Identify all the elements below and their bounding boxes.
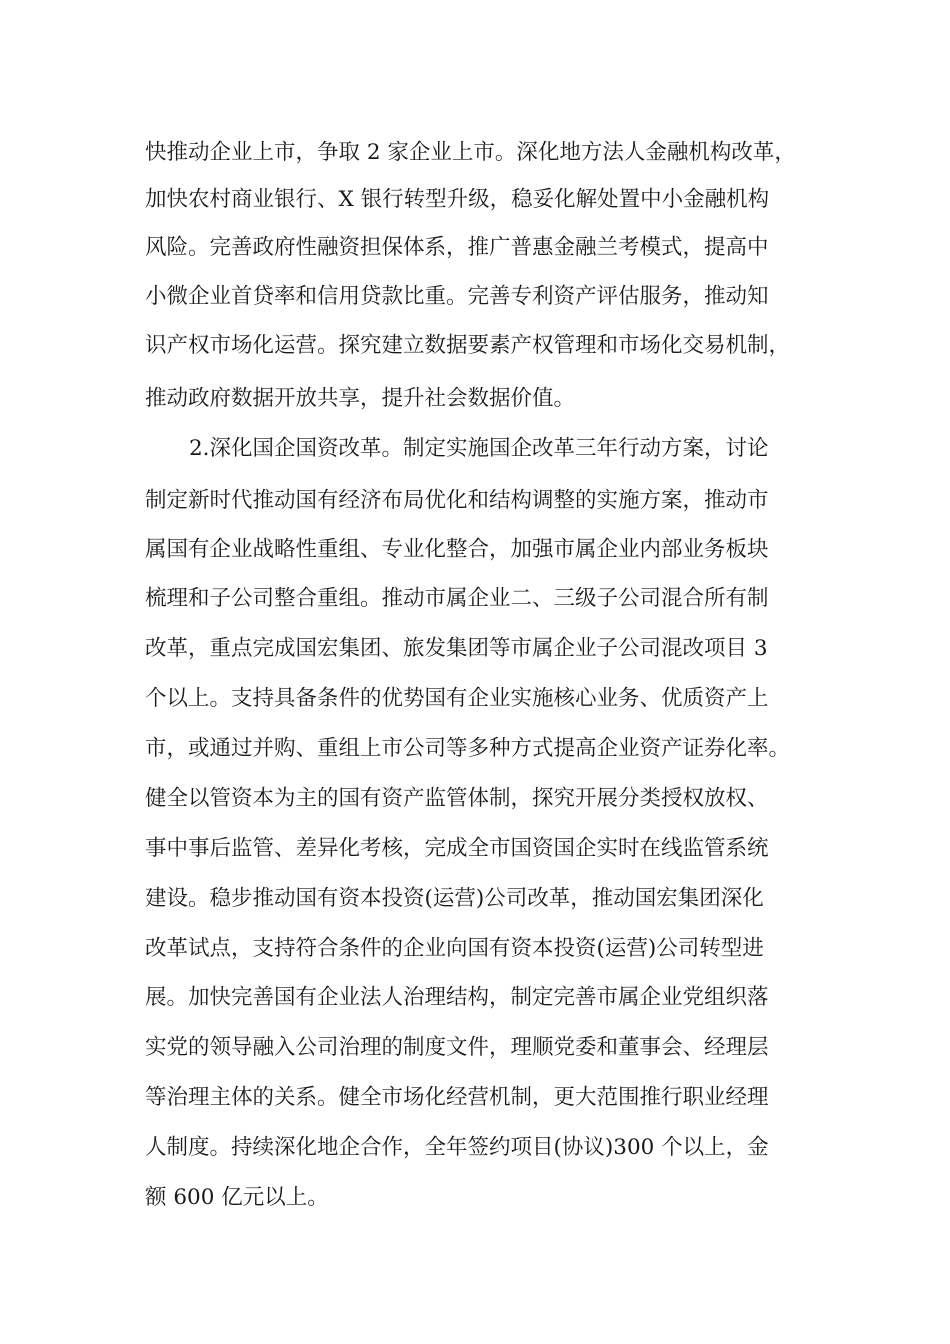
text-line [0, 133, 950, 173]
text-line-content: 实党的领导融入公司治理的制度文件，理顺党委和董事会、经理层 [145, 1035, 769, 1060]
text-line [0, 629, 950, 669]
text-line-content: 改革，重点完成国宏集团、旅发集团等市属企业子公司混改项目 3 [145, 636, 768, 661]
text-line [0, 481, 950, 521]
text-line [0, 228, 950, 268]
text-line [0, 1128, 950, 1168]
text-line [0, 1078, 950, 1118]
text-line-content: 2.深化国企国资改革。制定实施国企改革三年行动方案，讨论 [189, 436, 769, 461]
text-line-content: 改革试点，支持符合条件的企业向国有资本投资(运营)公司转型进 [145, 936, 764, 961]
text-line-content: 梳理和子公司整合重组。推动市属企业二、三级子公司混合所有制 [145, 586, 769, 611]
text-line-content: 展。加快完善国有企业法人治理结构，制定完善市属企业党组织落 [145, 985, 769, 1010]
text-line-content: 加快农村商业银行、X 银行转型升级，稳妥化解处置中小金融机构 [145, 187, 770, 212]
text-line [0, 1178, 950, 1218]
text-line [0, 1028, 950, 1068]
text-line [0, 326, 950, 366]
text-line-content: 属国有企业战略性重组、专业化整合，加强市属企业内部业务板块 [145, 537, 769, 562]
text-line-content: 制定新时代推动国有经济布局优化和结构调整的实施方案，推动市 [145, 488, 769, 513]
text-line [0, 729, 950, 769]
text-line-content: 小微企业首贷率和信用贷款比重。完善专利资产评估服务，推动知 [145, 284, 769, 309]
text-line-content: 事中事后监管、差异化考核，完成全市国资国企实时在线监管系统 [145, 836, 769, 861]
text-line [0, 978, 950, 1018]
text-line-content: 推动政府数据开放共享，提升社会数据价值。 [145, 386, 576, 411]
text-line-content: 人制度。持续深化地企合作，全年签约项目(协议)300 个以上，金 [145, 1135, 769, 1160]
text-line [0, 379, 950, 419]
text-line-content: 风险。完善政府性融资担保体系，推广普惠金融兰考模式，提高中 [145, 235, 769, 260]
text-line [0, 929, 950, 969]
text-line [0, 679, 950, 719]
text-line [0, 829, 950, 869]
text-line-content: 个以上。支持具备条件的优势国有企业实施核心业务、优质资产上 [145, 686, 769, 711]
text-line [0, 429, 950, 469]
text-line [0, 180, 950, 220]
text-line [0, 579, 950, 619]
text-line [0, 779, 950, 819]
text-line [0, 277, 950, 317]
text-line-content: 建设。稳步推动国有资本投资(运营)公司改革，推动国宏集团深化 [145, 886, 764, 911]
text-line [0, 530, 950, 570]
text-line-content: 识产权市场化运营。探究建立数据要素产权管理和市场化交易机制， [145, 333, 791, 358]
text-line-content: 健全以管资本为主的国有资产监管体制，探究开展分类授权放权、 [145, 786, 769, 811]
text-line-content: 等治理主体的关系。健全市场化经营机制，更大范围推行职业经理 [145, 1085, 769, 1110]
text-line [0, 879, 950, 919]
text-line-content: 额 600 亿元以上。 [145, 1185, 329, 1210]
text-line-content: 市，或通过并购、重组上市公司等多种方式提高企业资产证券化率。 [145, 736, 791, 761]
text-line-content: 快推动企业上市，争取 2 家企业上市。深化地方法人金融机构改革， [145, 140, 796, 165]
